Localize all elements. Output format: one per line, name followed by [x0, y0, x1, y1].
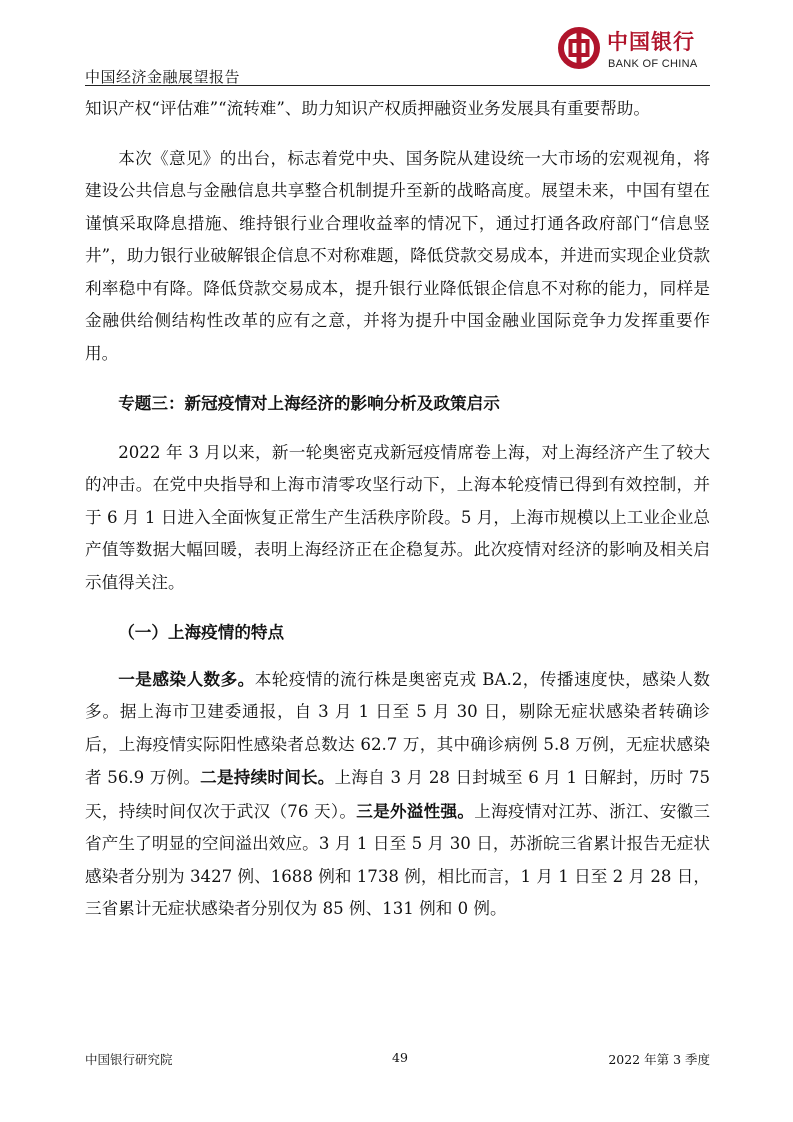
- feature-lead-2: 二是持续时间长。: [200, 767, 335, 787]
- feature-text-3: 上海疫情对江苏、浙江、安徽三省产生了明显的空间溢出效应。3 月 1 日至 5 月 30 日，苏浙皖三省累计报告无症状感染者分别为 3427 例、1688 例和 1738 例，相比而言，1 月 1 日至 2 月 28 日，三省累计无症状感染者分别仅为 85 例、131 例和 0 例。: [85, 801, 711, 918]
- footer-quarter: 2022 年第 3 季度: [608, 1052, 710, 1067]
- feature-lead-1: 一是感染人数多。: [118, 668, 255, 689]
- section-title: 专题三：新冠疫情对上海经济的影响分析及政策启示: [118, 393, 500, 413]
- header-divider: [85, 85, 710, 86]
- paragraph-epidemic-features: [85, 663, 710, 926]
- paragraph-opinion-outlook: 本次《意见》的出台，标志着党中央、国务院从建设统一大市场的宏观视角，将建设公共信息与金融信息共享整合机制提升至新的战略高度。展望未来，中国有望在谨慎采取降息措施、维持银行业合理收益率的情况下，通过打通各政府部门“信息竖井”，助力银行业破解银企信息不对称难题，降低贷款交易成本，并进而实现企业贷款利率稳中有降。降低贷款交易成本，提升银行业降低银企信息不对称的能力，同样是金融供给侧结构性改革的应有之意，并将为提升中国金融业国际竞争力发挥重要作用。: [85, 148, 710, 363]
- logo-english-name: BANK OF CHINA: [608, 58, 698, 70]
- logo-chinese-name: 中国银行: [607, 30, 695, 54]
- feature-lead-3: 三是外溢性强。: [356, 800, 475, 821]
- feature-text-1: 本轮疫情的流行株是奥密克戎 BA.2，传播速度快，感染人数多。据上海市卫建委通报，自 3 月 1 日至 5 月 30 日，剔除无症状感染者转确诊后，上海疫情实际阳性感染者总数达 62.7 万，其中确诊病例 5.8 万例，无症状感染者 56.9 万例。: [85, 669, 710, 787]
- page-number: 49: [392, 1050, 408, 1065]
- report-title: 中国经济金融展望报告: [85, 68, 241, 86]
- boc-emblem-icon: [557, 26, 601, 70]
- feature-text-2: 上海自 3 月 28 日封城至 6 月 1 日解封，历时 75 天，持续时间仅次于武汉（76 天）。: [85, 768, 711, 821]
- main-content: [85, 93, 710, 926]
- paragraph-shanghai-intro: 2022 年 3 月以来，新一轮奥密克戎新冠疫情席卷上海，对上海经济产生了较大的冲击。在党中央指导和上海市清零攻坚行动下，上海本轮疫情已得到有效控制，并于 6 月 1 日进入全面恢复正常生产生活秩序阶段。5 月，上海市规模以上工业企业总产值等数据大幅回暖，表明上海经济正在企稳复苏。此次疫情对经济的影响及相关启示值得关注。: [85, 442, 710, 592]
- subsection-title: （一）上海疫情的特点: [118, 622, 285, 642]
- footer-institute: 中国银行研究院: [85, 1052, 173, 1067]
- bank-logo: [557, 24, 717, 82]
- paragraph-continued: 知识产权“评估难”“流转难”、助力知识产权质押融资业务发展具有重要帮助。: [85, 99, 650, 118]
